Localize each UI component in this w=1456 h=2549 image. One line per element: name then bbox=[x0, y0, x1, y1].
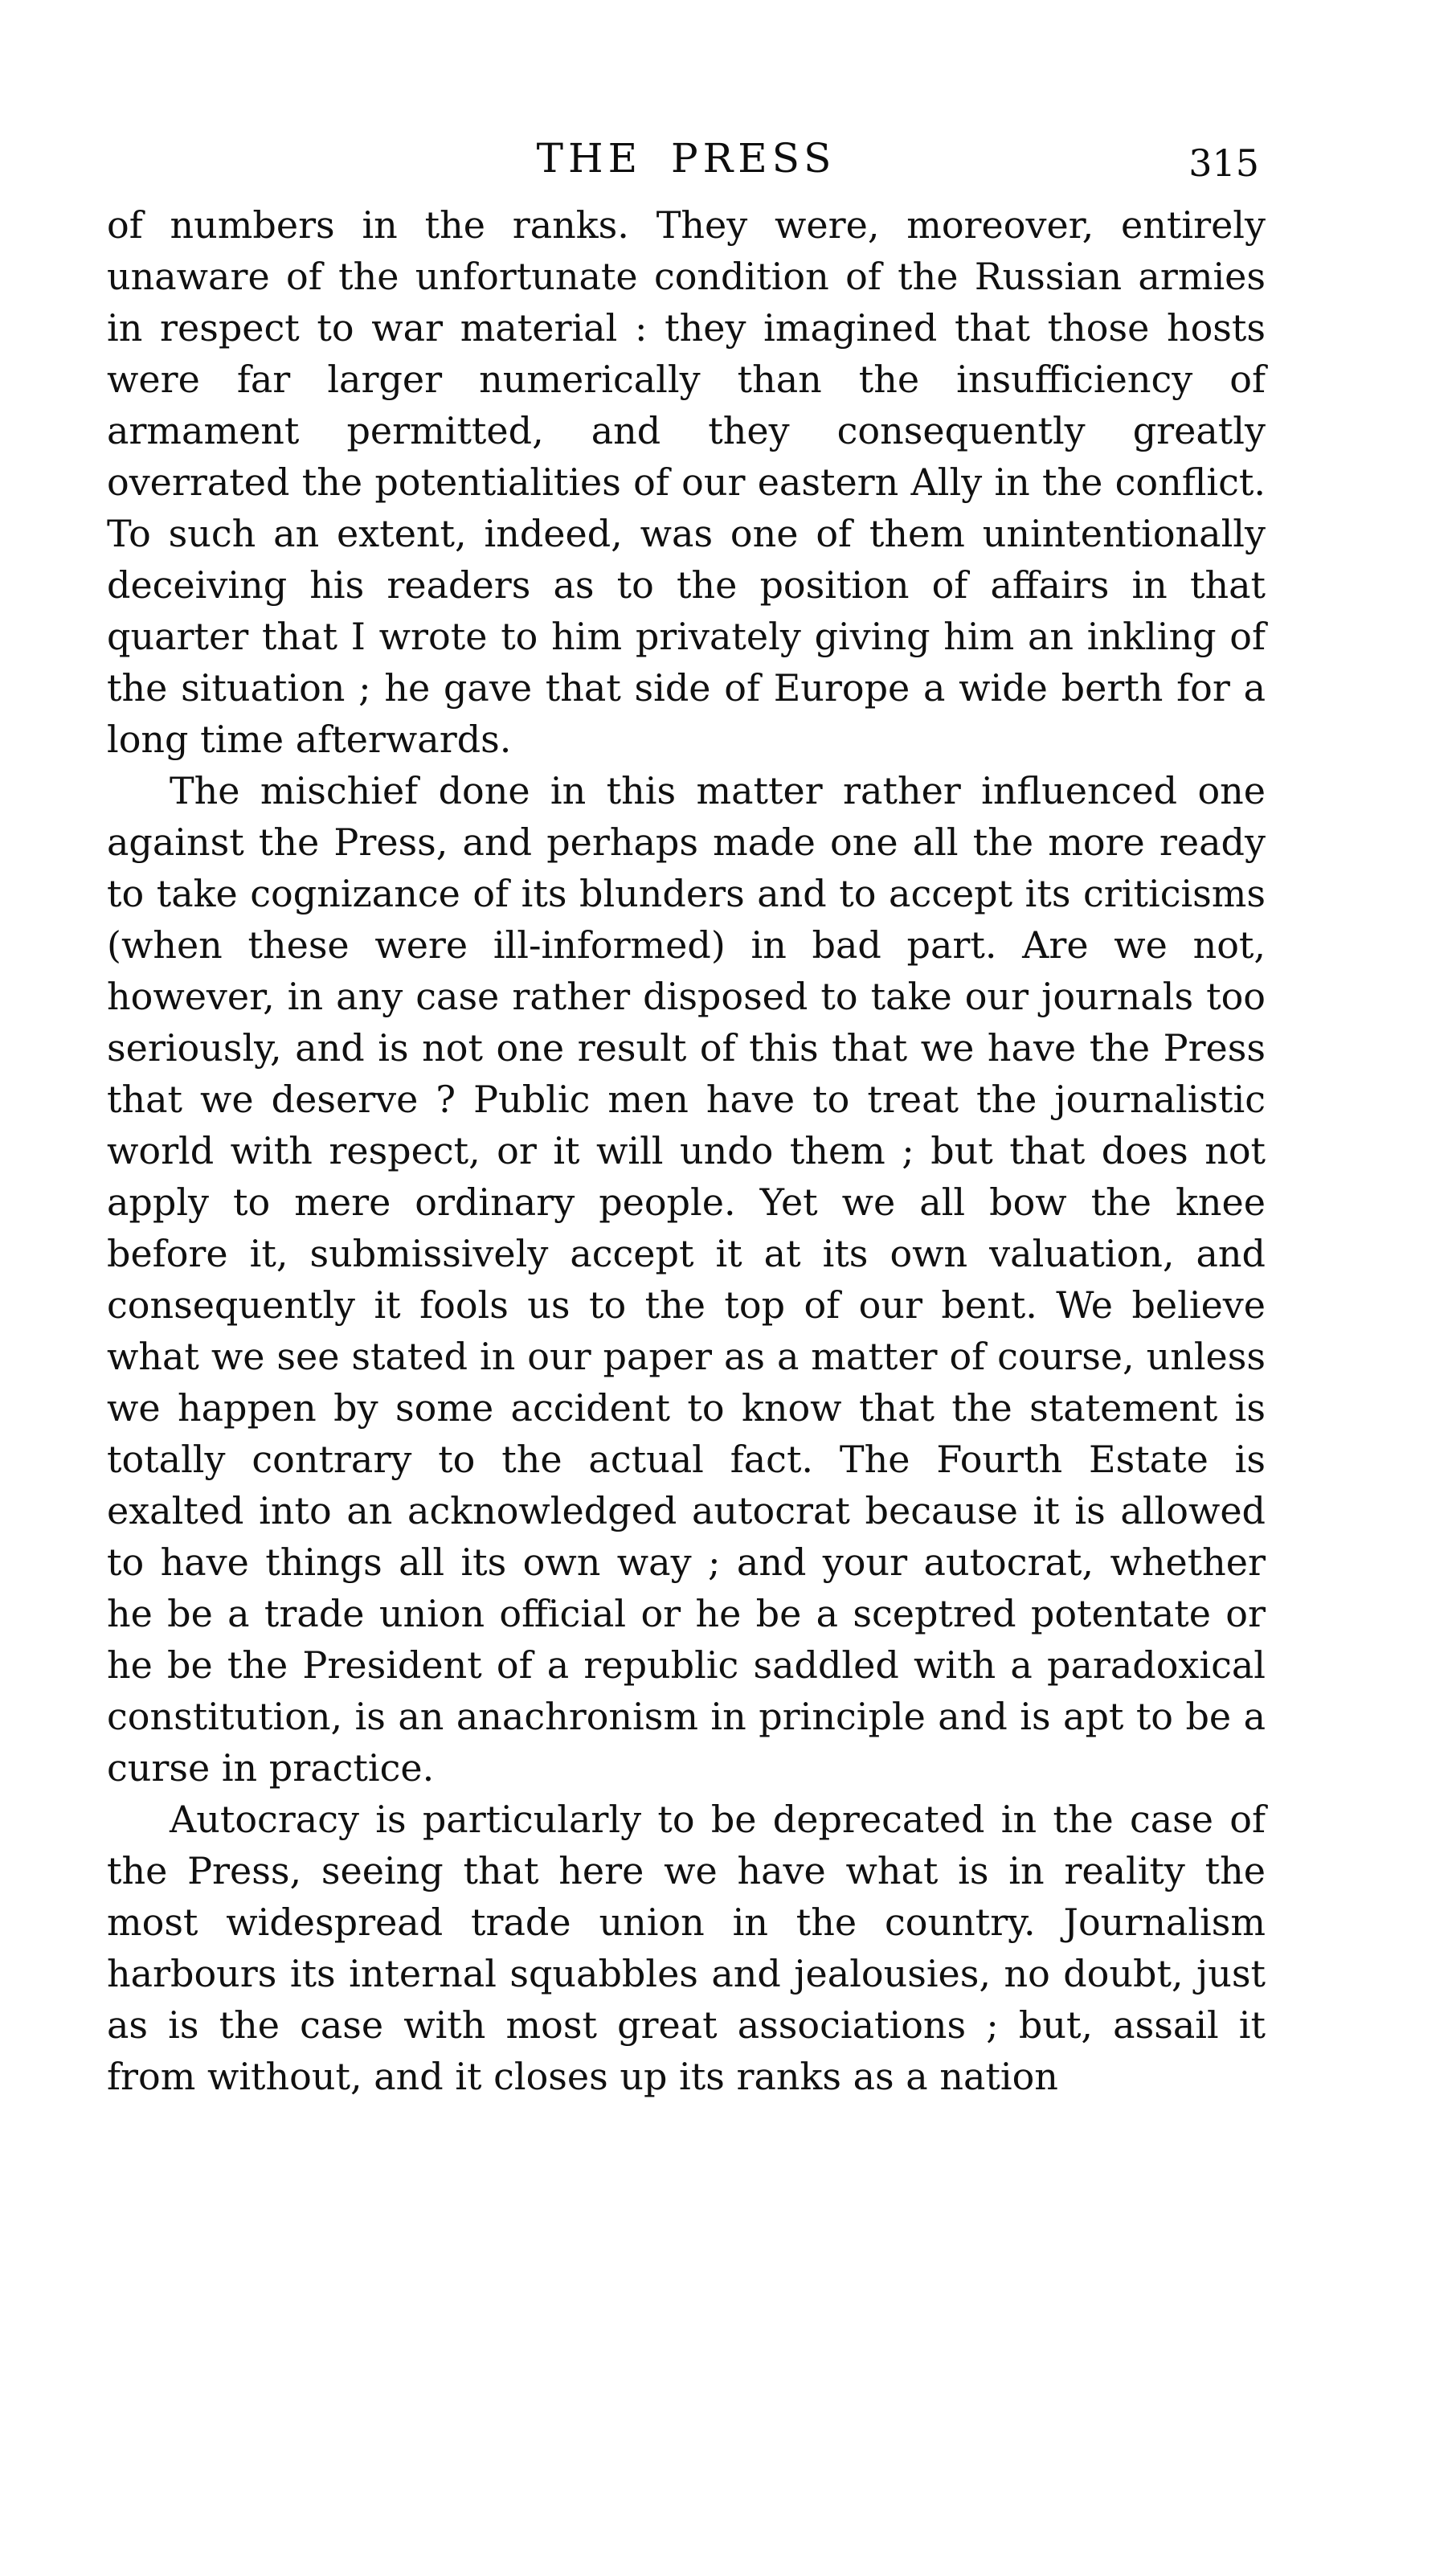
paragraph: Autocracy is particularly to be deprecated in the case of the Press, seeing that here we have what is in reality the most widespread trade union in the country. Journalism harbours its internal squabbles and jealousies, no doubt, just as is the case with most great associations ; but, assail it from without, and it closes up its ranks as a nation bbox=[107, 1798, 1266, 2098]
page-header bbox=[107, 135, 1266, 191]
paragraph: The mischief done in this matter rather influenced one against the Press, and perhaps made one all the more ready to take cognizance of its blunders and to accept its criticisms (when these were ill-informed) in bad part. Are we not, however, in any case rather disposed to take our journals too seriously, and is not one result of this that we have the Press that we deserve ? Public men have to treat the journalistic world with respect, or it will undo them ; but that does not apply to mere ordinary people. Yet we all bow the knee before it, submissively accept it at its own valuation, and consequently it fools us to the top of our bent. We believe what we see stated in our paper as a matter of course, unless we happen by some accident to know that the statement is totally contrary to the actual fact. The Fourth Estate is exalted into an acknowledged autocrat because it is allowed to have things all its own way ; and your autocrat, whether he be a trade union official or he be a sceptred potentate or he be the President of a republic saddled with a paradoxical constitution, is an anachronism in principle and is apt to be a curse in practice. bbox=[107, 769, 1266, 1790]
page-number: 315 bbox=[1188, 141, 1259, 185]
page-body bbox=[107, 199, 1266, 2102]
running-title: THE PRESS bbox=[536, 135, 836, 182]
paragraph-continuation: of numbers in the ranks. They were, moreover, entirely unaware of the unfortunate condition of the Russian armies in respect to war material : they imagined that those hosts were far larger numerically than the insufficiency of armament permitted, and they consequently greatly overrated the potentialities of our eastern Ally in the conflict. To such an extent, indeed, was one of them unintentionally deceiving his readers as to the position of affairs in that quarter that I wrote to him privately giving him an inkling of the situation ; he gave that side of Europe a wide berth for a long time afterwards. bbox=[107, 203, 1266, 761]
